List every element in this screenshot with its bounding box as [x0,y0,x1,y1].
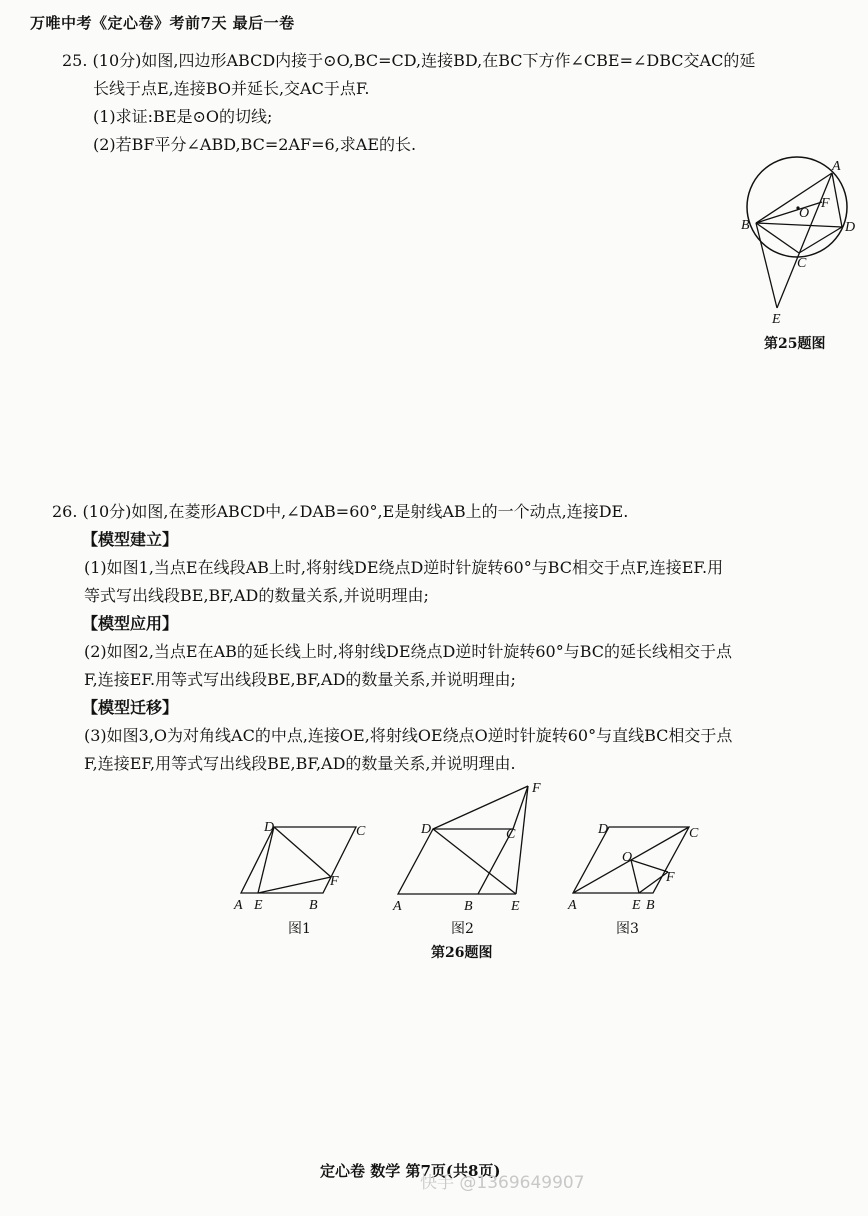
q26-part2-a: (2)如图2,当点E在AB的延长线上时,将射线DE绕点D逆时针旋转60°与BC的延长线相交于点 [84,642,733,661]
label-f: F [532,781,541,796]
label-b: B [646,898,655,913]
label-e: E [254,898,263,913]
label-b: B [464,899,473,914]
label-d: D [598,822,609,837]
rhombus-abcd [398,829,513,894]
label-d: D [421,822,432,837]
page-header: 万唯中考《定心卷》考前7天 最后一卷 [30,14,295,32]
watermark: 快手 @1369649907 [420,1173,585,1193]
seg-of [631,860,668,872]
label-c: C [797,256,807,271]
label-e: E [632,898,641,913]
q25-part1: (1)求证:BE是⊙O的切线; [93,107,273,126]
q26-section-model-build: 【模型建立】 [82,530,179,549]
q26-part2-b: F,连接EF.用等式写出线段BE,BF,AD的数量关系,并说明理由; [84,670,516,689]
q26-fig3-caption: 图3 [616,921,639,937]
q26-part3-b: F,连接EF,用等式写出线段BE,BF,AD的数量关系,并说明理由. [84,754,516,773]
seg-bf [756,202,822,223]
label-c: C [506,827,516,842]
q26-figure-3 [562,815,712,915]
label-a: A [393,899,402,914]
q26-fig2-caption: 图2 [451,921,474,937]
label-a: A [568,898,577,913]
label-o: O [799,206,810,221]
q26-fig1-caption: 图1 [288,921,311,937]
q25-line1 [62,47,755,75]
label-d: D [845,220,856,235]
label-a: A [234,898,243,913]
q26-text-1: (10分)如图,在菱形ABCD中,∠DAB=60°,E是射线AB上的一个动点,连接DE. [82,502,629,521]
label-b: B [309,898,318,913]
q26-part3-a: (3)如图3,O为对角线AC的中点,连接OE,将射线OE绕点O逆时针旋转60°与直线BC相交于点 [84,726,733,745]
label-d: D [264,820,275,835]
q25-figure [735,155,860,335]
q25-caption: 第25题图 [764,336,826,352]
seg-bd [756,223,842,227]
label-e: E [772,312,781,327]
rhombus-abcd [241,827,356,893]
seg-df [433,786,528,829]
seg-ef [639,872,668,893]
label-b: B [741,218,750,233]
q26-section-model-transfer: 【模型迁移】 [82,698,179,717]
label-f: F [666,870,675,885]
seg-de [258,827,274,893]
label-f: F [330,874,339,889]
label-o: O [622,850,633,865]
label-f: F [821,196,830,211]
q25-text-1: (10分)如图,四边形ABCD内接于⊙O,BC=CD,连接BD,在BC下方作∠CBE=∠DBC交AC的延 [92,51,756,70]
label-c: C [689,826,699,841]
seg-df [274,827,331,877]
q26-figure-2 [388,776,548,916]
q26-number: 26. [52,502,78,521]
q26-section-model-apply: 【模型应用】 [82,614,179,633]
q25-number: 25. [62,51,88,70]
label-e: E [511,899,520,914]
label-c: C [356,824,366,839]
seg-ae [777,173,832,308]
q26-caption: 第26题图 [431,945,493,961]
q26-part1-b: 等式写出线段BE,BF,AD的数量关系,并说明理由; [84,586,429,605]
seg-ef [258,877,331,893]
seg-oe [631,860,639,893]
q25-text-2: 长线于点E,连接BO并延长,交AC于点F. [93,79,370,98]
q26-part1-a: (1)如图1,当点E在线段AB上时,将射线DE绕点D逆时针旋转60°与BC相交于点F,连接EF.用 [84,558,724,577]
page-footer: 定心卷 数学 第7页(共8页) [320,1162,501,1180]
seg-de [433,829,516,894]
q25-part2: (2)若BF平分∠ABD,BC=2AF=6,求AE的长. [93,135,417,154]
label-a: A [832,159,841,174]
q26-line1 [52,498,628,526]
q26-figure-1 [228,815,378,915]
